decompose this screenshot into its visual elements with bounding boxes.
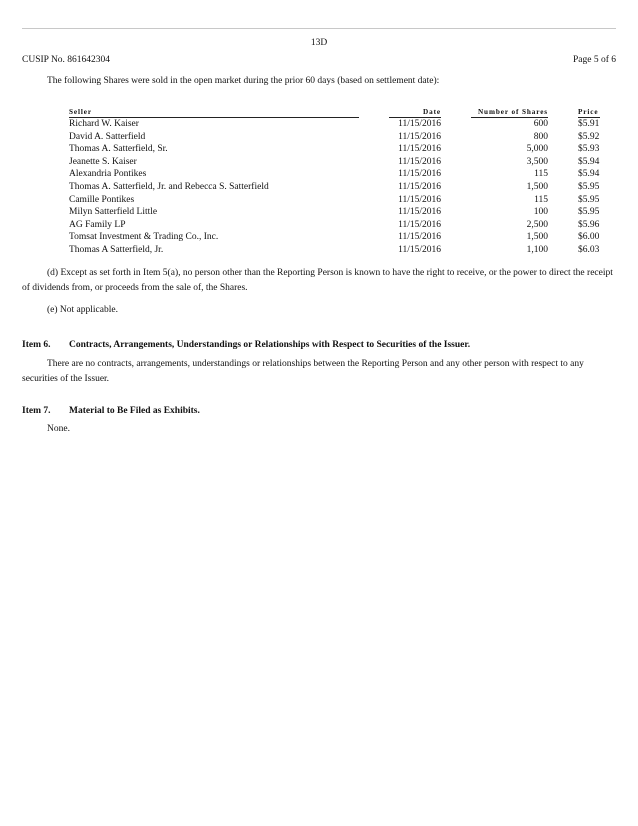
form-label: 13D — [310, 38, 328, 48]
cell-price: $6.00 — [578, 232, 600, 243]
cell-price: $5.95 — [578, 194, 600, 205]
table-row — [69, 156, 600, 169]
column-header-date: Date — [389, 106, 441, 118]
table-row — [69, 244, 600, 257]
item6-body: There are no contracts, arrangements, understandings or relationships between the Reporting Person and any other person with respect to any securities of the Issuer. — [22, 359, 584, 384]
cell-shares: 100 — [533, 207, 548, 218]
cell-seller: Milyn Satterfield Little — [69, 207, 158, 218]
item7-number: Item 7. — [22, 406, 51, 416]
cell-seller: Alexandria Pontikes — [69, 169, 147, 180]
cell-seller: David A. Satterfield — [69, 131, 146, 142]
table-header-row — [69, 106, 600, 118]
cell-shares: 115 — [534, 194, 548, 205]
intro-text: The following Shares were sold in the open market during the prior 60 days (based on settlement date): — [47, 76, 440, 86]
table-body — [69, 118, 600, 257]
table-row — [69, 143, 600, 156]
cell-price: $5.95 — [578, 207, 600, 218]
cell-price: $5.91 — [578, 119, 600, 129]
cusip-number: CUSIP No. 861642304 — [22, 55, 111, 65]
table-row — [69, 231, 600, 244]
cell-date: 11/15/2016 — [398, 219, 441, 230]
table-row — [69, 219, 600, 232]
cell-price: $5.94 — [578, 156, 600, 167]
cell-date: 11/15/2016 — [398, 207, 441, 218]
item7-title: Material to Be Filed as Exhibits. — [69, 406, 200, 416]
cell-date: 11/15/2016 — [398, 181, 441, 192]
cell-seller: Jeanette S. Kaiser — [69, 156, 137, 167]
paragraph-e: (e) Not applicable. — [47, 305, 118, 315]
cell-date: 11/15/2016 — [398, 119, 441, 129]
cell-price: $6.03 — [578, 244, 600, 255]
paragraph-d: (d) Except as set forth in Item 5(a), no person other than the Reporting Person is known to have the right to receive, or the power to direct the receipt of dividends from, or proceeds from the sale of, the Shares. — [22, 268, 613, 293]
top-rule — [22, 28, 616, 29]
cell-price: $5.93 — [578, 144, 600, 155]
column-header-seller: Seller — [69, 106, 359, 118]
column-header-shares: Number of Shares — [471, 106, 548, 118]
shares-sold-table — [69, 106, 600, 257]
cell-shares: 3,500 — [526, 156, 548, 167]
table-row — [69, 194, 600, 207]
item6-number: Item 6. — [22, 340, 51, 350]
cell-shares: 800 — [533, 131, 548, 142]
item6-title: Contracts, Arrangements, Understandings or Relationships with Respect to Securities of the Issuer. — [69, 340, 471, 350]
cell-seller: Richard W. Kaiser — [69, 119, 139, 129]
cell-seller: Thomas A. Satterfield, Sr. — [69, 144, 168, 155]
cell-shares: 2,500 — [526, 219, 548, 230]
cell-date: 11/15/2016 — [398, 131, 441, 142]
cell-seller: Camille Pontikes — [69, 194, 135, 205]
cell-price: $5.96 — [578, 219, 600, 230]
cell-seller: Tomsat Investment & Trading Co., Inc. — [69, 232, 219, 243]
cell-shares: 600 — [533, 119, 548, 129]
cell-date: 11/15/2016 — [398, 194, 441, 205]
table-row — [69, 206, 600, 219]
cell-seller: Thomas A. Satterfield, Jr. and Rebecca S. Satterfield — [69, 181, 269, 192]
cell-date: 11/15/2016 — [398, 169, 441, 180]
cell-date: 11/15/2016 — [398, 232, 441, 243]
cell-price: $5.94 — [578, 169, 600, 180]
cell-shares: 1,500 — [526, 232, 548, 243]
cell-seller: AG Family LP — [69, 219, 126, 230]
cell-price: $5.92 — [578, 131, 600, 142]
page-number: Page 5 of 6 — [572, 55, 616, 65]
cell-shares: 5,000 — [526, 144, 548, 155]
table-row — [69, 118, 600, 131]
item7-body: None. — [47, 424, 70, 434]
table-row — [69, 181, 600, 194]
cell-date: 11/15/2016 — [398, 156, 441, 167]
cell-date: 11/15/2016 — [398, 244, 441, 255]
cell-price: $5.95 — [578, 181, 600, 192]
cell-seller: Thomas A Satterfield, Jr. — [69, 244, 164, 255]
column-header-price: Price — [578, 108, 599, 116]
cell-date: 11/15/2016 — [398, 144, 441, 155]
table-row — [69, 131, 600, 144]
cell-shares: 1,100 — [526, 244, 548, 255]
cell-shares: 1,500 — [526, 181, 548, 192]
cell-shares: 115 — [534, 169, 548, 180]
table-row — [69, 168, 600, 181]
